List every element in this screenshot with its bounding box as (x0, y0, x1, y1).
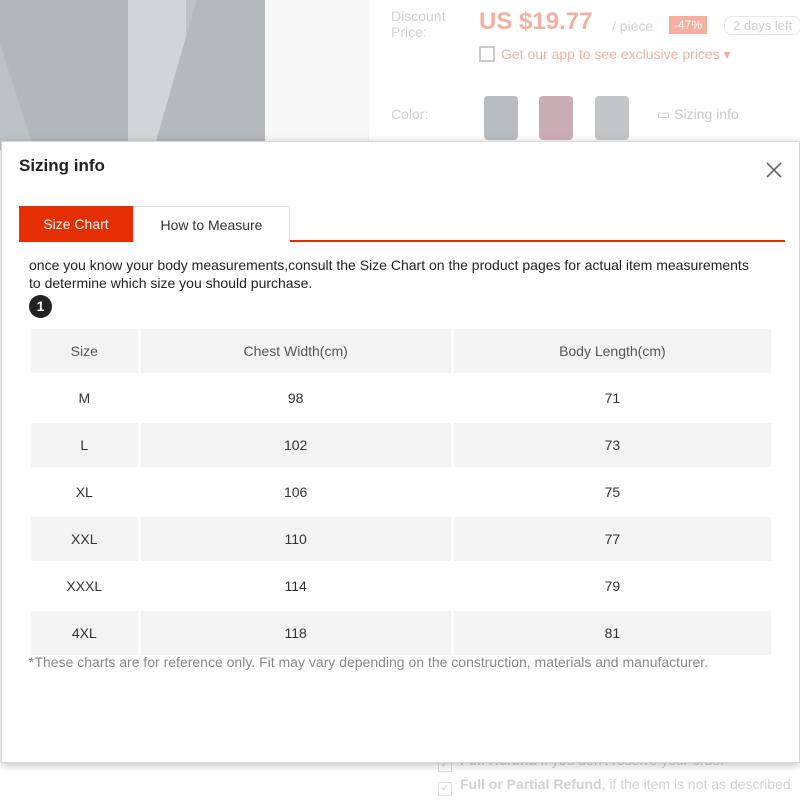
table-row (31, 611, 771, 655)
cell-body-length: 73 (454, 423, 771, 467)
table-row (31, 376, 771, 420)
cell-size: XXL (31, 517, 138, 561)
close-icon (764, 160, 784, 180)
cell-chest-width: 98 (141, 376, 451, 420)
dialog-title: Sizing info (19, 156, 105, 175)
cell-size: XXXL (31, 564, 138, 608)
cell-body-length: 81 (454, 611, 771, 655)
header-size: Size (31, 329, 138, 373)
intro-text: once you know your body measurements,consult the Size Chart on the product pages for actual item measurements to determine which size you should purchase. (29, 257, 749, 291)
cell-chest-width: 110 (141, 517, 451, 561)
cell-size: XL (31, 470, 138, 514)
cell-body-length: 71 (454, 376, 771, 420)
sizing-tabs (19, 206, 785, 242)
cell-body-length: 75 (454, 470, 771, 514)
table-row (31, 470, 771, 514)
tab-size-chart[interactable]: Size Chart (19, 206, 133, 242)
table-row (31, 517, 771, 561)
tab-how-to-measure[interactable]: How to Measure (133, 206, 290, 242)
step-number-badge: 1 (29, 295, 52, 318)
reference-footnote: *These charts are for reference only. Fit may vary depending on the construction, materials and manufacturer. (29, 654, 709, 670)
header-body-length: Body Length(cm) (454, 329, 771, 373)
cell-chest-width: 118 (141, 611, 451, 655)
cell-body-length: 79 (454, 564, 771, 608)
cell-body-length: 77 (454, 517, 771, 561)
table-header-row (31, 329, 771, 373)
table-row (31, 423, 771, 467)
cell-size: 4XL (31, 611, 138, 655)
cell-chest-width: 114 (141, 564, 451, 608)
cell-size: L (31, 423, 138, 467)
cell-size: M (31, 376, 138, 420)
size-chart-table (28, 326, 774, 658)
table-row (31, 564, 771, 608)
sizing-info-dialog (1, 141, 800, 763)
cell-chest-width: 102 (141, 423, 451, 467)
close-button[interactable] (764, 160, 784, 180)
header-chest-width: Chest Width(cm) (141, 329, 451, 373)
cell-chest-width: 106 (141, 470, 451, 514)
